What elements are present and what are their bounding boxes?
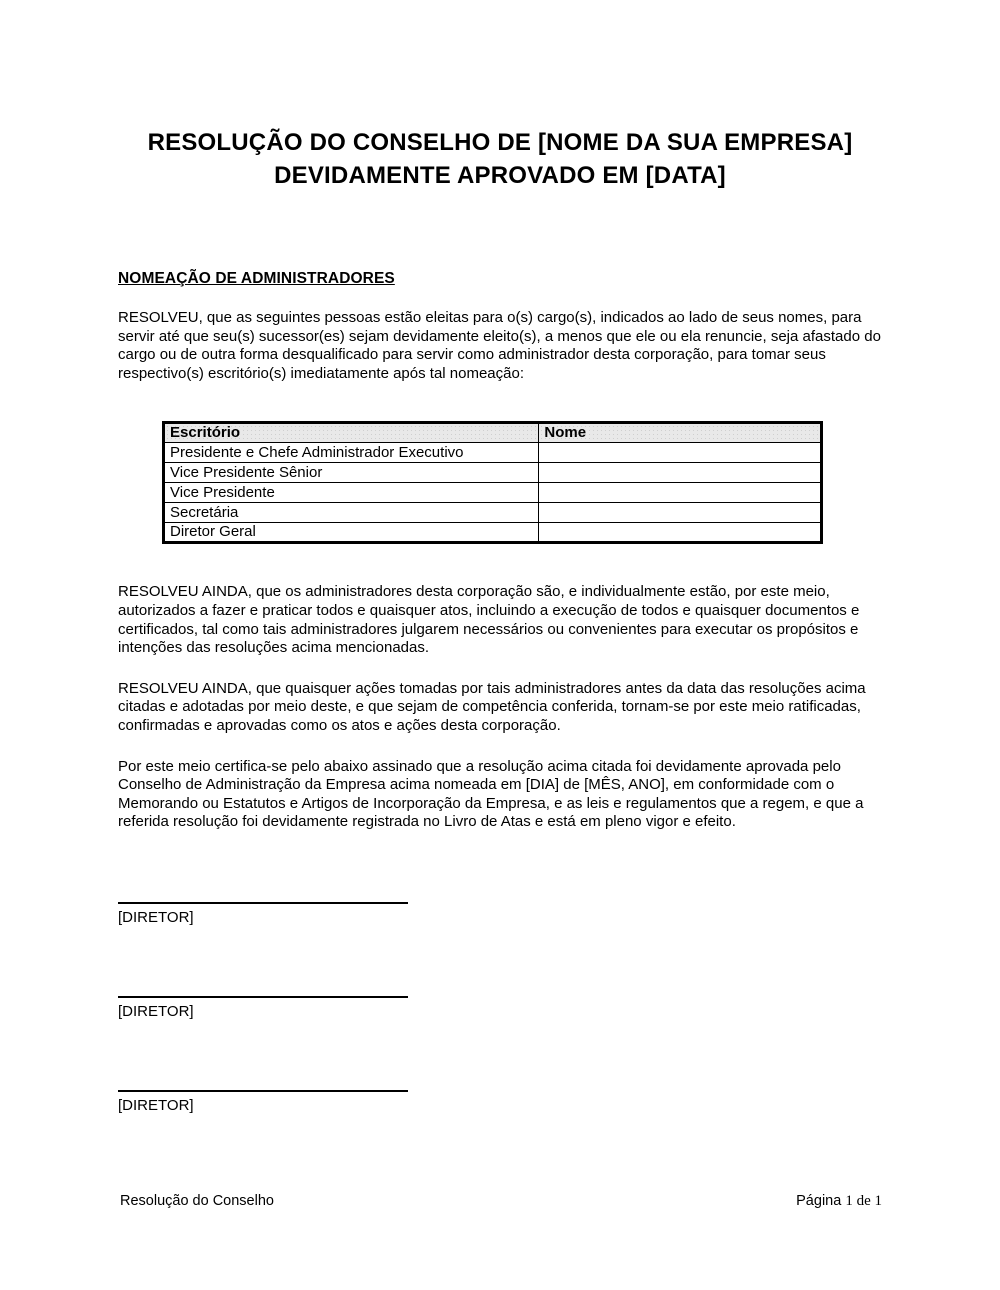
footer-page-number bbox=[796, 1193, 882, 1210]
footer-page-count: 1 de 1 bbox=[845, 1193, 882, 1209]
signature-label: [DIRETOR] bbox=[118, 908, 194, 926]
page-footer bbox=[120, 1193, 882, 1210]
column-header-name: Nome bbox=[539, 423, 822, 443]
officers-table-wrapper bbox=[162, 421, 882, 544]
paragraph-resolution-2: RESOLVEU AINDA, que os administradores desta corporação são, e individualmente estão, por este meio, autorizados a fazer e praticar todos e quaisquer atos, incluindo a execução de todos e quaisquer documentos e certificados, tal como tais administradores julgarem necessários ou convenientes para executar os propósitos e intenções das resoluções acima mencionadas. bbox=[118, 583, 860, 657]
signature-section bbox=[118, 902, 882, 1115]
footer-document-name: Resolução do Conselho bbox=[120, 1193, 274, 1209]
signature-block bbox=[118, 1090, 882, 1115]
table-row bbox=[164, 483, 822, 503]
column-header-office: Escritório bbox=[164, 423, 539, 443]
paragraph-certification: Por este meio certifica-se pelo abaixo assinado que a resolução acima citada foi devidamente aprovada pelo Conselho de Administração da Empresa acima nomeada em [DIA] de [MÊS, ANO], em conformidade com o Memorando ou Estatutos e Artigos de Incorporação da Empresa, e as leis e regulamentos que a regem, e que a referida resolução foi devidamente registrada no Livro de Atas e está em pleno vigor e efeito. bbox=[118, 757, 864, 831]
name-cell bbox=[539, 503, 822, 523]
signature-line bbox=[118, 996, 408, 998]
name-cell bbox=[539, 443, 822, 463]
office-cell: Secretária bbox=[164, 503, 539, 523]
document-title-line2: DEVIDAMENTE APROVADO EM [DATA] bbox=[274, 162, 726, 189]
table-row bbox=[164, 443, 822, 463]
officers-table bbox=[162, 421, 823, 544]
name-cell bbox=[539, 523, 822, 543]
signature-line bbox=[118, 902, 408, 904]
office-cell: Diretor Geral bbox=[164, 523, 539, 543]
signature-block bbox=[118, 996, 882, 1021]
paragraph-resolution-3: RESOLVEU AINDA, que quaisquer ações tomadas por tais administradores antes da data das resoluções acima citadas e adotadas por meio deste, e que sejam de competência conferida, tornam-se por este meio ratificadas, confirmadas e aprovadas como os atos e ações desta corporação. bbox=[118, 679, 866, 734]
table-row bbox=[164, 463, 822, 483]
office-cell: Vice Presidente Sênior bbox=[164, 463, 539, 483]
table-row bbox=[164, 503, 822, 523]
name-cell bbox=[539, 463, 822, 483]
office-cell: Presidente e Chefe Administrador Executivo bbox=[164, 443, 539, 463]
table-row bbox=[164, 523, 822, 543]
signature-line bbox=[118, 1090, 408, 1092]
document-title-line1: RESOLUÇÃO DO CONSELHO DE [NOME DA SUA EMPRESA] bbox=[147, 129, 853, 156]
footer-page-label: Página bbox=[796, 1193, 842, 1209]
signature-label: [DIRETOR] bbox=[118, 1096, 194, 1114]
section-heading: NOMEAÇÃO DE ADMINISTRADORES bbox=[118, 270, 395, 287]
document-title bbox=[118, 126, 882, 192]
name-cell bbox=[539, 483, 822, 503]
signature-label: [DIRETOR] bbox=[118, 1002, 194, 1020]
signature-block bbox=[118, 902, 882, 927]
table-header-row bbox=[164, 423, 822, 443]
office-cell: Vice Presidente bbox=[164, 483, 539, 503]
paragraph-resolution-1: RESOLVEU, que as seguintes pessoas estão eleitas para o(s) cargo(s), indicados ao lado de seus nomes, para servir até que seu(s) sucessor(es) sejam devidamente eleito(s), a menos que ele ou ela renuncie, seja afastado do cargo ou de outra forma desqualificado para servir como administrador desta corporação, para tomar seus respectivo(s) escritório(s) imediatamente após tal nomeação: bbox=[118, 309, 881, 382]
